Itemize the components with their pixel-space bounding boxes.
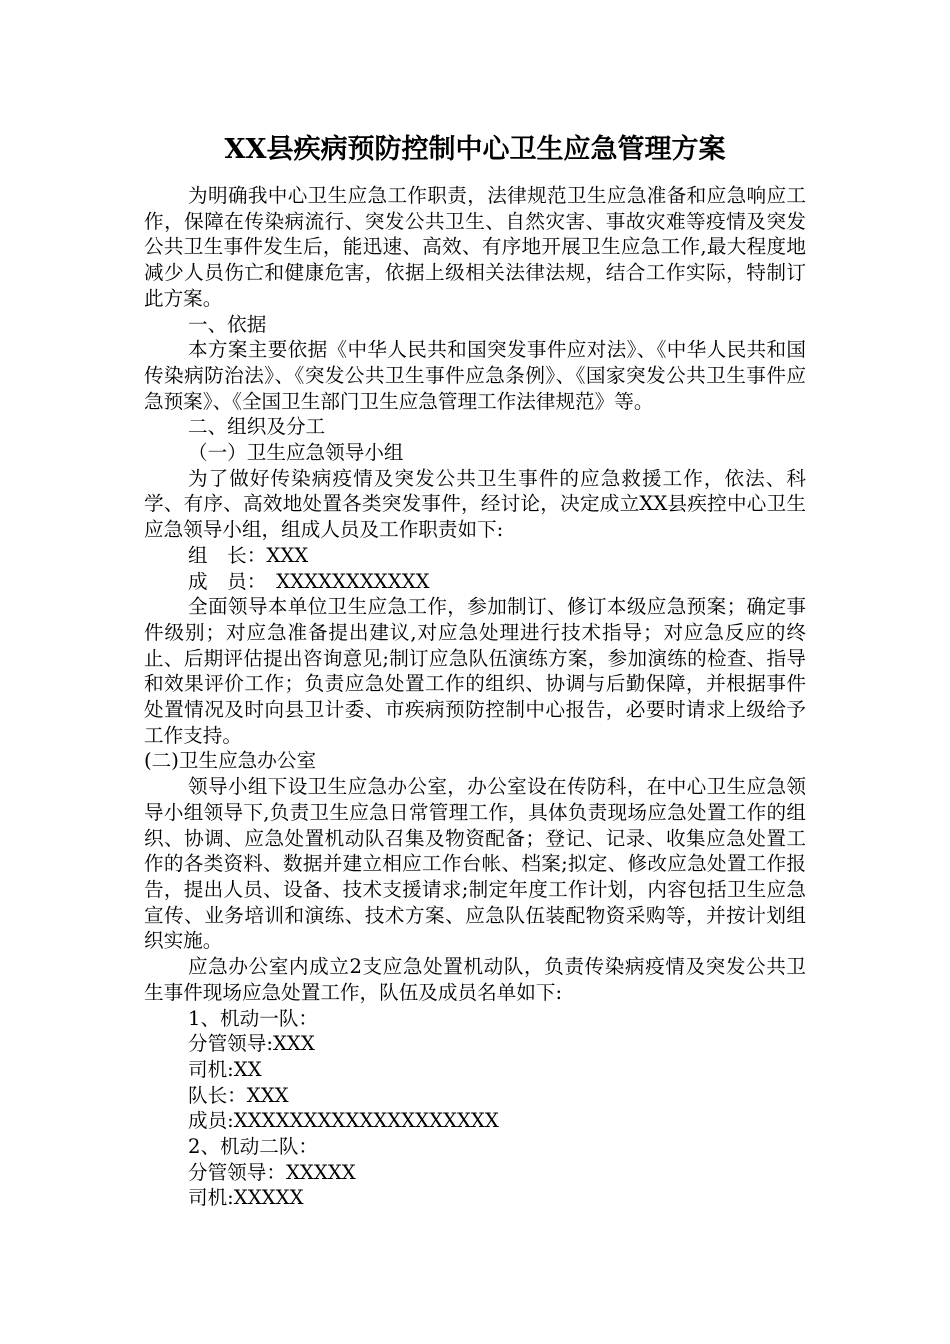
group-members-line: 成 员： XXXXXXXXXXX — [188, 569, 430, 593]
team-two-driver: 司机:XXXXX — [188, 1186, 304, 1210]
group-leader-line: 组 长：XXX — [188, 543, 309, 567]
subsection-heading-leading-group: （一）卫生应急领导小组 — [188, 441, 404, 465]
paragraph-leading-group: 为了做好传染病疫情及突发公共卫生事件的应急救援工作，依法、科学、有序、高效地处置各类突发事件，经讨论，决定成立XX县疾控中心卫生应急领导小组，组成人员及工作职责如下: — [144, 466, 806, 542]
document-body — [144, 183, 806, 1211]
paragraph-group-duties: 全面领导本单位卫生应急工作，参加制订、修订本级应急预案；确定事件级别；对应急准备提出建议,对应急处理进行技术指导；对应急反应的终止、后期评估提出咨询意见;制订应急队伍演练方案，参加演练的检查、指导和效果评价工作；负责应急处置工作的组织、协调与后勤保障，并根据事件处置情况及时向县卫计委、市疾病预防控制中心报告，必要时请求上级给予工作支持。 — [144, 595, 806, 747]
team-one-heading: 1、机动一队： — [188, 1006, 319, 1030]
team-two-heading: 2、机动二队： — [188, 1135, 319, 1159]
section-heading-basis: 一、依据 — [188, 312, 267, 336]
team-one-leader: 分管领导:XXX — [188, 1032, 315, 1056]
team-one-captain: 队长：XXX — [188, 1083, 289, 1107]
paragraph-intro: 为明确我中心卫生应急工作职责，法律规范卫生应急准备和应急响应工作，保障在传染病流行、突发公共卫生、自然灾害、事故灾难等疫情及突发公共卫生事件发生后，能迅速、高效、有序地开展卫生应急工作,最大程度地减少人员伤亡和健康危害，依据上级相关法律法规，结合工作实际，特制订此方案。 — [144, 184, 806, 310]
team-two-leader: 分管领导：XXXXX — [188, 1160, 356, 1184]
paragraph-basis: 本方案主要依据《中华人民共和国突发事件应对法》、《中华人民共和国传染病防治法》、《突发公共卫生事件应急条例》、《国家突发公共卫生事件应急预案》、《全国卫生部门卫生应急管理工作法律规范》等。 — [144, 338, 806, 413]
document-title: XX县疾病预防控制中心卫生应急管理方案 — [224, 134, 726, 165]
paragraph-response-teams: 应急办公室内成立2支应急处置机动队，负责传染病疫情及突发公共卫生事件现场应急处置工作，队伍及成员名单如下: — [144, 955, 806, 1004]
subsection-heading-office: (二)卫生应急办公室 — [144, 749, 317, 773]
paragraph-office-duties: 领导小组下设卫生应急办公室，办公室设在传防科，在中心卫生应急领导小组领导下,负责卫生应急日常管理工作，具体负责现场应急处置工作的组织、协调、应急处置机动队召集及物资配备；登记、记录、收集应急处置工作的各类资料、数据并建立相应工作台帐、档案;拟定、修改应急处置工作报告，提出人员、设备、技术支援请求;制定年度工作计划，内容包括卫生应急宣传、业务培训和演练、技术方案、应急队伍装配物资采购等，并按计划组织实施。 — [144, 775, 806, 953]
team-one-driver: 司机:XX — [188, 1057, 262, 1081]
team-one-members: 成员:XXXXXXXXXXXXXXXXXXX — [188, 1109, 499, 1133]
section-heading-organization: 二、组织及分工 — [188, 415, 326, 439]
